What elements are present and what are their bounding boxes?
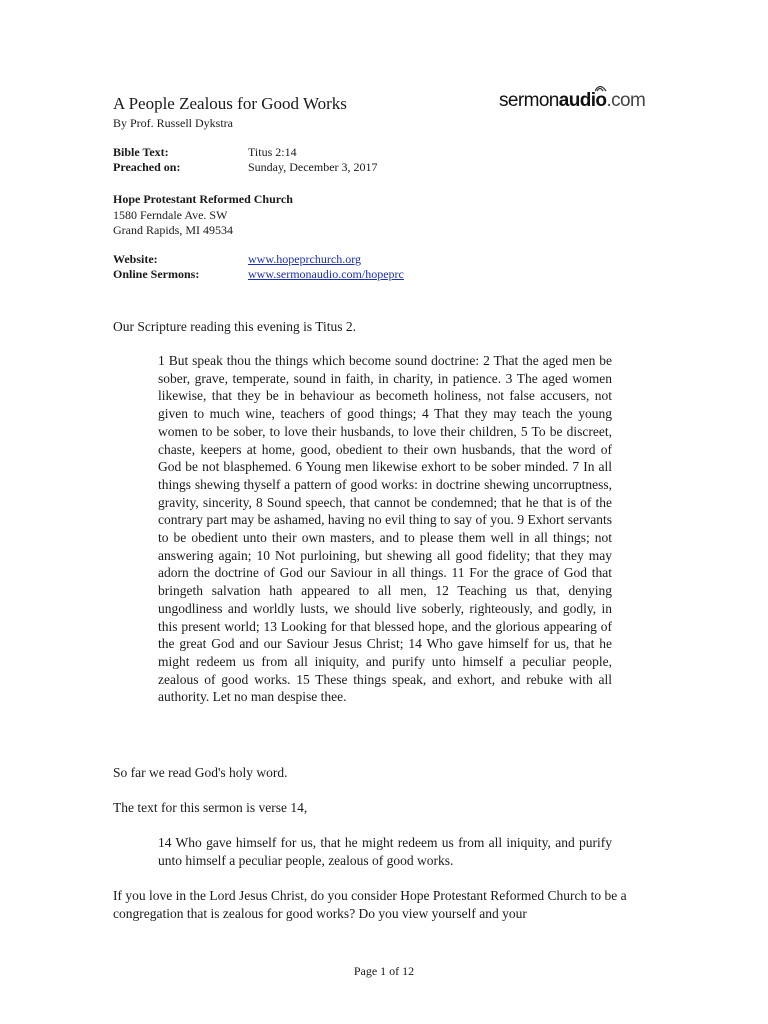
page-number: Page 1 of 12 <box>353 964 415 978</box>
church-address-line2: Grand Rapids, MI 49534 <box>113 223 233 237</box>
website-label: Website: <box>113 252 158 266</box>
intro-paragraph: Our Scripture reading this evening is Titus 2. <box>113 319 356 334</box>
sermon-text-block: 14 Who gave himself for us, that he might redeem us from all iniquity, and purify unto himself a peculiar people, zealous of good works. <box>158 835 612 868</box>
church-address-line1: 1580 Ferndale Ave. SW <box>113 208 228 222</box>
body-paragraph: If you love in the Lord Jesus Christ, do you consider Hope Protestant Reformed Church to be a congregation that is zealous for good works? Do you view yourself and your <box>113 888 627 921</box>
sermon-title: A People Zealous for Good Works <box>113 94 347 113</box>
sermonaudio-logo <box>499 90 645 112</box>
bible-text-value: Titus 2:14 <box>248 145 297 159</box>
preached-on-value: Sunday, December 3, 2017 <box>248 160 378 174</box>
bible-text-label: Bible Text: <box>113 145 169 159</box>
website-link[interactable]: www.hopeprchurch.org <box>248 252 361 266</box>
online-sermons-label: Online Sermons: <box>113 267 200 281</box>
text-intro-paragraph: The text for this sermon is verse 14, <box>113 800 308 815</box>
scripture-reading-block: 1 But speak thou the things which become sound doctrine: 2 That the aged men be sober, grave, temperate, sound in faith, in charity, in patience. 3 The aged women likewise, that they be in behaviour as becometh holiness, not false accusers, not given to much wine, teachers of good things; 4 That they may teach the young women to be sober, to love their husbands, to love their children, 5 To be discreet, chaste, keepers at home, good, obedient to their own husbands, that the word of God be not blasphemed. 6 Young men likewise exhort to be sober minded. 7 In all things shewing thyself a pattern of good works: in doctrine shewing uncorruptness, gravity, sincerity, 8 Sound speech, that cannot be condemned; that he that is of the contrary part may be ashamed, having no evil thing to say of you. 9 Exhort servants to be obedient unto their own masters, and to please them well in all things; not answering again; 10 Not purloining, but shewing all good fidelity; that they may adorn the doctrine of God our Saviour in all things. 11 For the grace of God that bringeth salvation hath appeared to all men, 12 Teaching us that, denying ungodliness and worldly lusts, we should live soberly, righteously, and godly, in this present world; 13 Looking for that blessed hope, and the glorious appearing of the great God and our Saviour Jesus Christ; 14 Who gave himself for us, that he might redeem us from all iniquity, and purify unto himself a peculiar people, zealous of good works. 15 These things speak, and exhort, and rebuke with all authority. Let no man despise thee. <box>158 353 612 705</box>
after-reading-paragraph: So far we read God's holy word. <box>113 765 288 780</box>
online-sermons-link[interactable]: www.sermonaudio.com/hopeprc <box>248 267 404 281</box>
logo-text-com: .com <box>606 90 646 111</box>
church-name: Hope Protestant Reformed Church <box>113 192 293 206</box>
sound-wave-icon <box>595 84 609 92</box>
logo-text-audio: audio <box>558 90 607 111</box>
preached-on-label: Preached on: <box>113 160 181 174</box>
author-byline: By Prof. Russell Dykstra <box>113 116 233 130</box>
logo-text-sermon: sermon <box>499 90 559 111</box>
